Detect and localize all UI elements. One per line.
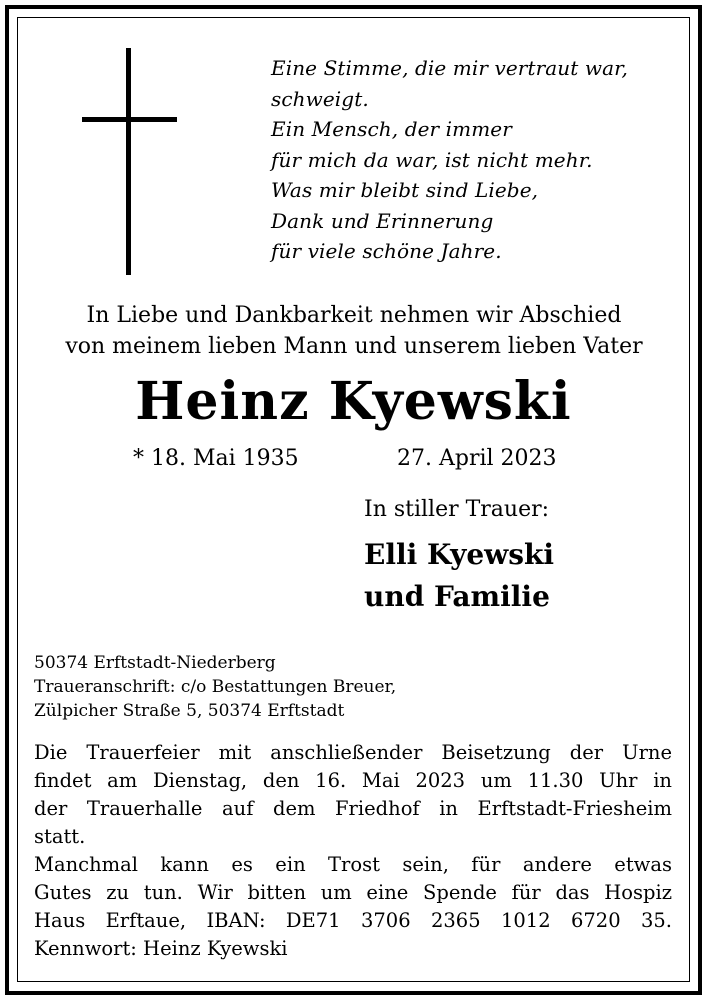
intro-text [34,300,674,362]
ceremony-line: Die Trauerfeier mit anschließender Beisetzung der Urne [34,741,672,764]
cross-vertical-bar [126,48,131,275]
mourners [364,534,554,618]
poem-line: für mich da war, ist nicht mehr. [271,147,593,172]
poem-line: Dank und Erinnerung [271,208,494,233]
birth-date: * 18. Mai 1935 [133,446,299,471]
poem-line: schweigt. [271,86,369,111]
ceremony-line: statt. [34,825,86,848]
ceremony-line: der Trauerhalle auf dem Friedhof in Erftstadt-Friesheim [34,797,672,820]
deceased-name: Heinz Kyewski [135,371,572,432]
poem-line: Was mir bleibt sind Liebe, [271,178,539,202]
donation-line: Manchmal kann es ein Trost sein, für andere etwas [34,853,672,876]
address-line: Zülpicher Straße 5, 50374 Erftstadt [34,701,345,721]
poem [271,53,628,267]
address-line: 50374 Erftstadt-Niederberg [34,653,276,673]
intro-line: In Liebe und Dankbarkeit nehmen wir Abschied [86,303,622,328]
donation-line: Gutes zu tun. Wir bitten um eine Spende für das Hospiz [34,881,672,904]
poem-line: Ein Mensch, der immer [271,117,512,141]
address-block [34,651,396,723]
info-block [34,739,672,963]
donation-line: Haus Erftaue, IBAN: DE71 3706 2365 1012 6720 35. [34,909,672,932]
poem-line: für viele schöne Jahre. [271,239,502,263]
donation-line: Kennwort: Heinz Kyewski [34,937,288,960]
mourning-label: In stiller Trauer: [364,497,550,522]
mourner-line: und Familie [364,580,550,613]
address-line: Traueranschrift: c/o Bestattungen Breuer, [34,677,397,697]
mourner-line: Elli Kyewski [364,538,555,571]
intro-line: von meinem lieben Mann und unserem lieben Vater [65,334,643,359]
death-date: 27. April 2023 [397,446,557,471]
ceremony-line: findet am Dienstag, den 16. Mai 2023 um 11.30 Uhr in [34,769,672,792]
cross-horizontal-bar [82,117,177,122]
poem-line: Eine Stimme, die mir vertraut war, [271,56,629,80]
